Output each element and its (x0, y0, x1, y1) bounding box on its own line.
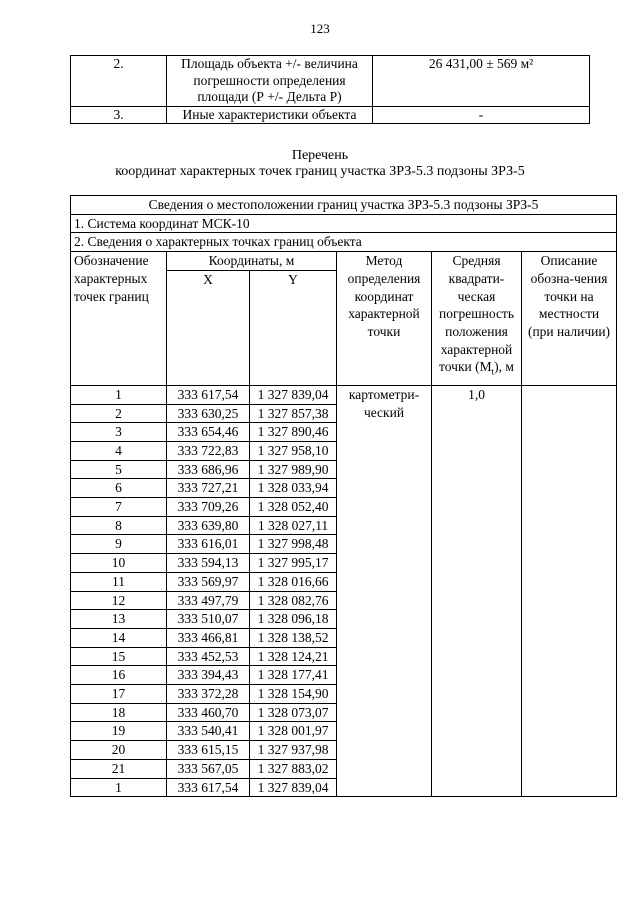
x-coordinate: 333 709,26 (167, 498, 250, 517)
y-coordinate: 1 328 177,41 (250, 666, 337, 685)
x-coordinate: 333 639,80 (167, 516, 250, 535)
mean-error-header (432, 252, 522, 386)
x-header: X (167, 270, 250, 385)
row-value: 26 431,00 ± 569 м² (373, 56, 590, 107)
point-number: 16 (71, 666, 167, 685)
x-coordinate: 333 630,25 (167, 404, 250, 423)
row-value: - (373, 106, 590, 124)
y-coordinate: 1 328 124,21 (250, 647, 337, 666)
point-number: 14 (71, 628, 167, 647)
row-label: Иные характеристики объекта (167, 106, 373, 124)
designation-header: Обозначение характерных точек границ (71, 252, 167, 386)
table-row (71, 385, 617, 404)
list-heading-subtitle: координат характерных точек границ участка ЗРЗ-5.3 подзоны ЗРЗ-5 (115, 164, 525, 179)
x-coordinate: 333 617,54 (167, 385, 250, 404)
x-coordinate: 333 727,21 (167, 479, 250, 498)
point-number: 2 (71, 404, 167, 423)
point-number: 1 (71, 778, 167, 797)
mean-error-subscript: t (491, 367, 495, 378)
y-coordinate: 1 328 001,97 (250, 722, 337, 741)
point-number: 11 (71, 572, 167, 591)
x-coordinate: 333 466,81 (167, 628, 250, 647)
point-number: 10 (71, 554, 167, 573)
point-number: 5 (71, 460, 167, 479)
point-number: 19 (71, 722, 167, 741)
page-number: 123 (310, 21, 330, 36)
point-number: 4 (71, 441, 167, 460)
x-coordinate: 333 722,83 (167, 441, 250, 460)
x-coordinate: 333 567,05 (167, 759, 250, 778)
point-number: 15 (71, 647, 167, 666)
point-number: 18 (71, 703, 167, 722)
coordinates-header: Координаты, м (167, 252, 337, 271)
x-coordinate: 333 394,43 (167, 666, 250, 685)
x-coordinate: 333 510,07 (167, 610, 250, 629)
description-value (522, 385, 617, 796)
method-header: Метод определения координат характерной точки (337, 252, 432, 386)
x-coordinate: 333 615,15 (167, 741, 250, 760)
list-heading-title: Перечень (291, 148, 349, 163)
x-coordinate: 333 617,54 (167, 778, 250, 797)
y-coordinate: 1 328 096,18 (250, 610, 337, 629)
x-coordinate: 333 594,13 (167, 554, 250, 573)
y-coordinate: 1 328 154,90 (250, 685, 337, 704)
row-number: 2. (71, 56, 167, 107)
coordinate-system-label: 1. Система координат МСК-10 (71, 214, 617, 233)
point-number: 21 (71, 759, 167, 778)
object-characteristics-table (70, 55, 590, 124)
x-coordinate: 333 452,53 (167, 647, 250, 666)
x-coordinate: 333 616,01 (167, 535, 250, 554)
point-number: 20 (71, 741, 167, 760)
x-coordinate: 333 540,41 (167, 722, 250, 741)
y-coordinate: 1 327 998,48 (250, 535, 337, 554)
point-number: 12 (71, 591, 167, 610)
y-coordinate: 1 327 995,17 (250, 554, 337, 573)
method-value: картометри-ческий (337, 385, 432, 796)
point-number: 8 (71, 516, 167, 535)
point-number: 13 (71, 610, 167, 629)
y-coordinate: 1 328 016,66 (250, 572, 337, 591)
y-coordinate: 1 327 883,02 (250, 759, 337, 778)
y-coordinate: 1 327 839,04 (250, 385, 337, 404)
header-row (71, 252, 617, 271)
table-row (71, 106, 590, 124)
y-coordinate: 1 327 958,10 (250, 441, 337, 460)
y-coordinate: 1 328 073,07 (250, 703, 337, 722)
y-coordinate: 1 327 839,04 (250, 778, 337, 797)
y-coordinate: 1 328 027,11 (250, 516, 337, 535)
table-title: Сведения о местоположении границ участка ЗРЗ-5.3 подзоны ЗРЗ-5 (71, 196, 617, 215)
mean-error-header-suffix: ), м (494, 359, 514, 375)
y-coordinate: 1 328 138,52 (250, 628, 337, 647)
description-header: Описание обозна-чения точки на местности (при наличии) (522, 252, 617, 386)
y-coordinate: 1 328 082,76 (250, 591, 337, 610)
x-coordinate: 333 569,97 (167, 572, 250, 591)
points-info-label: 2. Сведения о характерных точках границ объекта (71, 233, 617, 252)
y-coordinate: 1 327 857,38 (250, 404, 337, 423)
y-coordinate: 1 328 052,40 (250, 498, 337, 517)
point-number: 6 (71, 479, 167, 498)
point-number: 7 (71, 498, 167, 517)
point-number: 9 (71, 535, 167, 554)
x-coordinate: 333 372,28 (167, 685, 250, 704)
x-coordinate: 333 497,79 (167, 591, 250, 610)
coordinates-table (70, 195, 617, 797)
table-row (71, 56, 590, 107)
mean-error-value: 1,0 (432, 385, 522, 796)
x-coordinate: 333 686,96 (167, 460, 250, 479)
point-number: 1 (71, 385, 167, 404)
y-coordinate: 1 327 890,46 (250, 423, 337, 442)
x-coordinate: 333 654,46 (167, 423, 250, 442)
y-coordinate: 1 327 989,90 (250, 460, 337, 479)
section-row (71, 233, 617, 252)
point-number: 17 (71, 685, 167, 704)
table-title-row (71, 196, 617, 215)
row-label: Площадь объекта +/- величина погрешности определения площади (Р +/- Дельта Р) (167, 56, 373, 107)
row-number: 3. (71, 106, 167, 124)
y-header: Y (250, 270, 337, 385)
y-coordinate: 1 328 033,94 (250, 479, 337, 498)
section-row (71, 214, 617, 233)
y-coordinate: 1 327 937,98 (250, 741, 337, 760)
mean-error-header-text: Средняя квадрати-ческая погрешность положения характерной точки (M (438, 253, 514, 375)
point-number: 3 (71, 423, 167, 442)
x-coordinate: 333 460,70 (167, 703, 250, 722)
